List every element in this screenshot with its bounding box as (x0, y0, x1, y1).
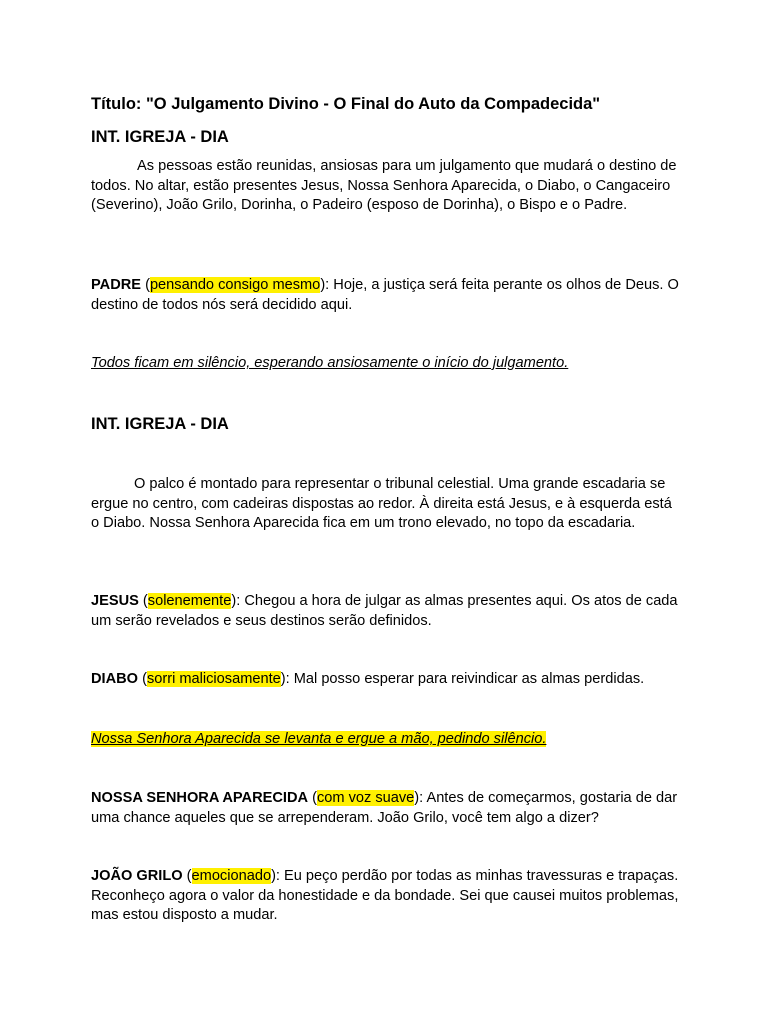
action-line-1 (91, 354, 681, 374)
paren-open: ( (182, 868, 192, 884)
scene-description-1-text: As pessoas estão reunidas, ansiosas para um julgamento que mudará o destino de todos. No altar, estão presentes Jesus, Nossa Senhora Aparecida, o Diabo, o Cangaceiro (Severino), João Grilo, Dorinha, o Padeiro (esposo de Dorinha), o Bispo e o Padre. (91, 158, 677, 213)
action-text-highlighted: Nossa Senhora Aparecida se levanta e ergue a mão, pedindo silêncio. (91, 731, 547, 747)
paren-open: ( (138, 593, 148, 609)
speaker-name: DIABO (91, 671, 139, 687)
speaker-name: JESUS (91, 593, 139, 609)
stage-direction-highlight: solenemente (147, 593, 232, 609)
dialogue-line: ): Eu peço perdão por todas as minhas travessuras e trapaças. Reconheço agora o valor da honestidade e da bondade. Sei que causei muitos problemas, mas estou disposto a mudar. (91, 868, 679, 923)
scene-heading-2: INT. IGREJA - DIA (91, 415, 229, 433)
speaker-name: PADRE (91, 277, 142, 293)
dialogue-joao-grilo (91, 867, 681, 926)
paren-open: ( (308, 790, 317, 806)
scene-description-2 (91, 475, 681, 534)
stage-direction-highlight: pensando consigo mesmo (149, 277, 321, 293)
dialogue-line: ): Chegou a hora de julgar as almas presentes aqui. Os atos de cada um serão revelados e seus destinos serão definidos. (91, 593, 678, 629)
speaker-name: JOÃO GRILO (91, 868, 183, 884)
speaker-name: NOSSA SENHORA APARECIDA (91, 790, 309, 806)
dialogue-line: ): Antes de começarmos, gostaria de dar uma chance aqueles que se arrependeram. João Grilo, você tem algo a dizer? (91, 790, 678, 826)
action-text: Todos ficam em silêncio, esperando ansiosamente o início do julgamento. (91, 355, 569, 371)
dialogue-diabo (91, 670, 681, 690)
stage-direction-highlight: sorri maliciosamente (146, 671, 281, 687)
document-title: Título: "O Julgamento Divino - O Final do Auto da Compadecida" (91, 95, 601, 113)
action-line-2 (91, 730, 681, 750)
paren-open: ( (138, 671, 147, 687)
scene-description-2-text: O palco é montado para representar o tribunal celestial. Uma grande escadaria se ergue no centro, com cadeiras dispostas ao redor. À direita está Jesus, e à esquerda está o Diabo. Nossa Senhora Aparecida fica em um trono elevado, no topo da escadaria. (91, 476, 672, 531)
stage-direction-highlight: com voz suave (316, 790, 415, 806)
scene-description-1 (91, 157, 681, 216)
dialogue-jesus (91, 592, 681, 631)
scene-heading-1: INT. IGREJA - DIA (91, 128, 229, 146)
dialogue-line: ): Hoje, a justiça será feita perante os olhos de Deus. O destino de todos nós será decidido aqui. (91, 277, 679, 313)
dialogue-padre (91, 276, 681, 315)
dialogue-nossa-senhora (91, 789, 681, 828)
dialogue-line: ): Mal posso esperar para reivindicar as almas perdidas. (280, 671, 645, 687)
stage-direction-highlight: emocionado (191, 868, 272, 884)
paren-open: ( (141, 277, 150, 293)
